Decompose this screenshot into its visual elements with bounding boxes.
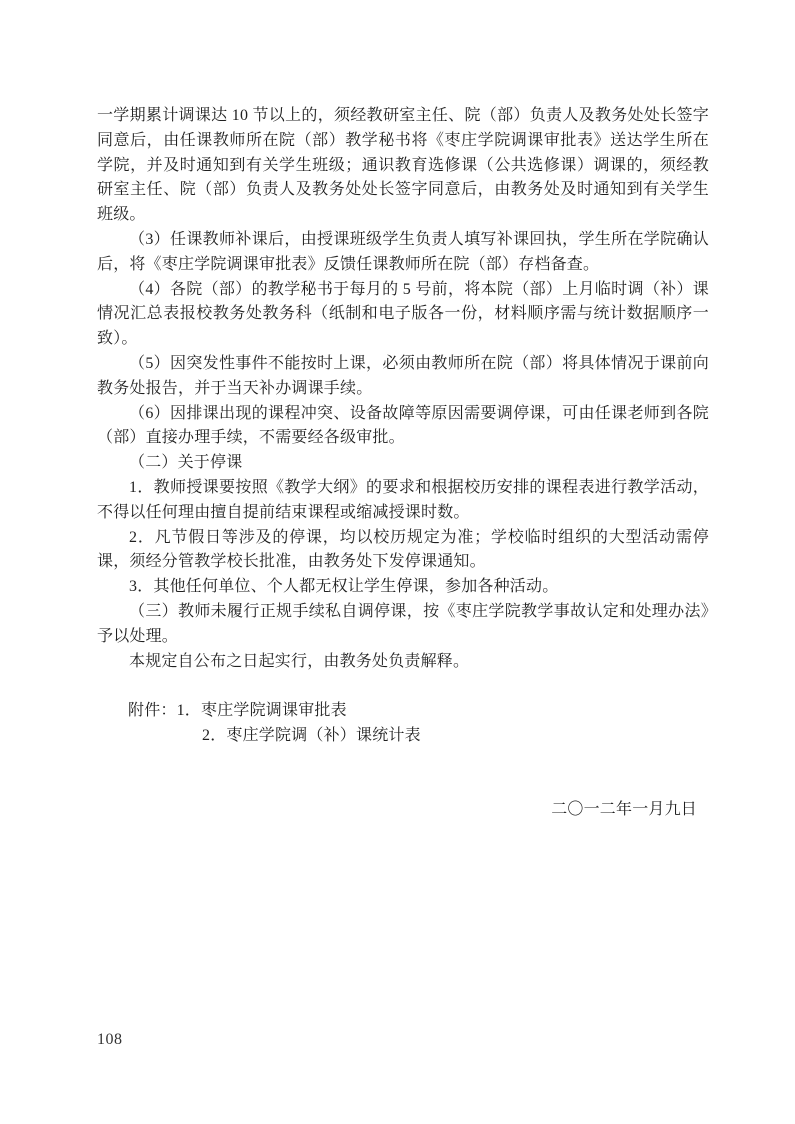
paragraph-continuation: 一学期累计调课达 10 节以上的，须经教研室主任、院（部）负责人及教务处处长签字同意后，由任课教师所在院（部）教学秘书将《枣庄学院调课审批表》送达学生所在学院，并及时通知到有关学生班级；通识教育选修课（公共选修课）调课的，须经教研室主任、院（部）负责人及教务处处长签字同意后，由教务处及时通知到有关学生班级。 (97, 107, 709, 224)
paragraph-item-4: （4）各院（部）的教学秘书于每月的 5 号前，将本院（部）上月临时调（补）课情况汇总表报校教务处教务科（纸制和电子版各一份，材料顺序需与统计数据顺序一致）。 (97, 280, 709, 348)
paragraph-item-3: （3）任课教师补课后，由授课班级学生负责人填写补课回执，学生所在学院确认后，将《枣庄学院调课审批表》反馈任课教师所在院（部）存档备查。 (97, 230, 709, 273)
paragraph-rule-1: 1．教师授课要按照《教学大纲》的要求和根据校历安排的课程表进行教学活动，不得以任何理由擅自提前结束课程或缩减授课时数。 (97, 478, 709, 521)
attachments-block (97, 699, 709, 749)
paragraph-rule-3: 3．其他任何单位、个人都无权让学生停课，参加各种活动。 (129, 578, 559, 596)
attachment-line-1 (128, 699, 709, 724)
document-date: 二〇一二年一月九日 (551, 800, 697, 818)
attachment-item-1: 1．枣庄学院调课审批表 (176, 702, 347, 720)
paragraph-item-6: （6）因排课出现的课程冲突、设备故障等原因需要调停课，可由任课老师到各院（部）直接办理手续，不需要经各级审批。 (97, 404, 709, 447)
page-number: 108 (97, 1031, 123, 1048)
document-body (97, 104, 709, 823)
section-heading-2: （二）关于停课 (129, 454, 243, 472)
paragraph-closing: 本规定自公布之日起实行，由教务处负责解释。 (129, 652, 470, 670)
paragraph-rule-2: 2．凡节假日等涉及的停课，均以校历规定为准；学校临时组织的大型活动需停课，须经分管教学校长批准，由教务处下发停课通知。 (97, 528, 709, 571)
attachments-label: 附件： (128, 702, 177, 720)
attachment-item-2: 2．枣庄学院调（补）课统计表 (202, 727, 421, 745)
paragraph-item-5: （5）因突发性事件不能按时上课，必须由教师所在院（部）将具体情况于课前向教务处报告，并于当天补办调课手续。 (97, 354, 709, 397)
section-paragraph-3: （三）教师未履行正规手续私自调停课，按《枣庄学院教学事故认定和处理办法》予以处理。 (97, 602, 709, 645)
